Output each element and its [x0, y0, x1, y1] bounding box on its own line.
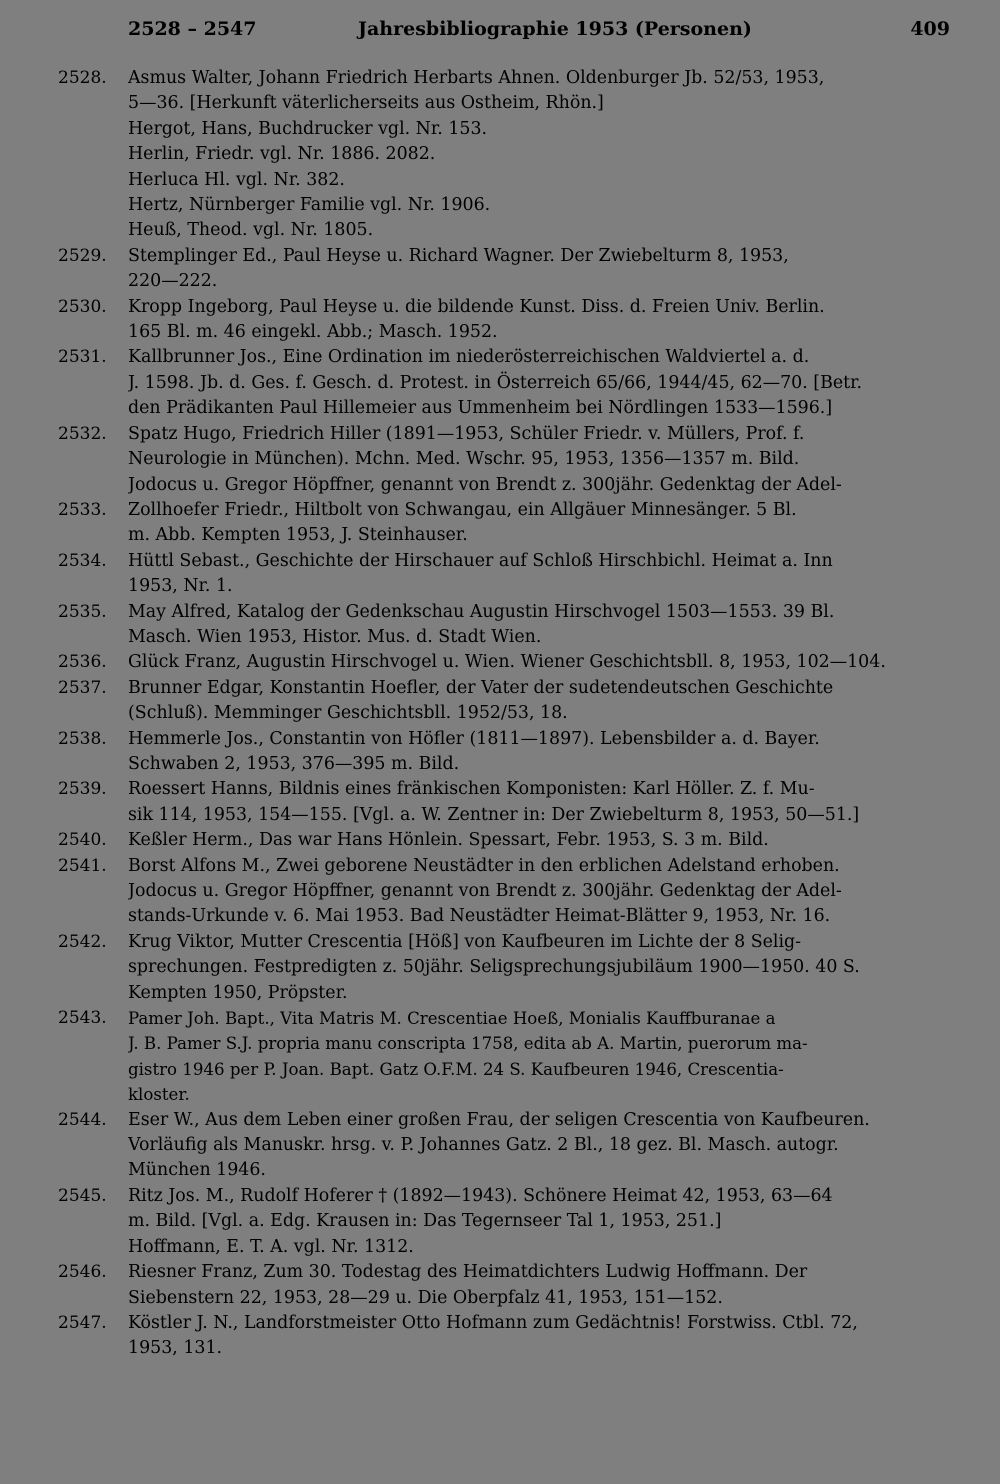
bibliography-entry	[58, 854, 950, 930]
entry-text	[128, 422, 950, 498]
entry-line: Neurologie in München). Mchn. Med. Wschr. 95, 1953, 1356—1357 m. Bild.	[128, 449, 800, 470]
entry-line: 5—36. [Herkunft väterlicherseits aus Ostheim, Rhön.]	[128, 93, 604, 114]
bibliography-entry	[58, 600, 950, 651]
entry-number: 2540.	[58, 830, 107, 851]
bibliography-entry	[58, 930, 950, 1006]
entry-line: Jodocus u. Gregor Höpffner, genannt von Brendt z. 300jähr. Gedenktag der Adel-	[128, 474, 842, 495]
entry-number: 2536.	[58, 652, 107, 673]
entry-line: Vorläufig als Manuskr. hrsg. v. P. Johannes Gatz. 2 Bl., 18 gez. Bl. Masch. autogr.	[128, 1135, 839, 1156]
entry-line: J. B. Pamer S.J. propria manu conscripta 1758, edita ab A. Martin, puerorum ma-	[128, 1034, 808, 1054]
bibliography-entry	[58, 1108, 950, 1184]
entry-line: stands-Urkunde v. 6. Mai 1953. Bad Neustädter Heimat-Blätter 9, 1953, Nr. 16.	[128, 906, 831, 927]
entry-number: 2534.	[58, 550, 107, 571]
entry-line: 1953, 131.	[128, 1338, 223, 1359]
entry-number: 2541.	[58, 855, 107, 876]
bibliography-entry	[58, 777, 950, 828]
bibliography-entry	[58, 66, 950, 117]
bibliography-entry	[58, 727, 950, 778]
bibliography-entry	[58, 650, 950, 675]
entry-line: Schwaben 2, 1953, 376—395 m. Bild.	[128, 753, 460, 774]
entry-line: Kallbrunner Jos., Eine Ordination im niederösterreichischen Waldviertel a. d.	[128, 347, 810, 368]
entry-line: Keßler Herm., Das war Hans Hönlein. Spessart, Febr. 1953, S. 3 m. Bild.	[128, 830, 769, 851]
entry-text	[128, 244, 950, 295]
entry-line: 165 Bl. m. 46 eingekl. Abb.; Masch. 1952.	[128, 322, 498, 343]
bibliography-entry	[58, 676, 950, 727]
entry-line: Krug Viktor, Mutter Crescentia [Höß] von Kaufbeuren im Lichte der 8 Selig-	[128, 931, 802, 952]
bibliography-entry	[58, 1311, 950, 1362]
bibliography-entry	[58, 828, 950, 853]
entry-line: 220—222.	[128, 271, 218, 292]
entry-line: Asmus Walter, Johann Friedrich Herbarts Ahnen. Oldenburger Jb. 52/53, 1953,	[128, 68, 825, 88]
entry-number: 2538.	[58, 728, 107, 749]
entry-line: Hoffmann, E. T. A. vgl. Nr. 1312.	[128, 1236, 414, 1257]
bibliography-entry	[58, 1260, 950, 1311]
bibliography-entry	[58, 549, 950, 600]
entry-number: 2542.	[58, 931, 107, 952]
entry-line: Pamer Joh. Bapt., Vita Matris M. Crescentiae Hoeß, Monialis Kauffburanae a	[128, 1009, 776, 1029]
entry-text	[128, 930, 950, 1006]
entry-line: Hüttl Sebast., Geschichte der Hirschauer auf Schloß Hirschbichl. Heimat a. Inn	[128, 550, 833, 571]
bibliography-entry	[58, 295, 950, 346]
entry-line: J. 1598. Jb. d. Ges. f. Gesch. d. Protest. in Österreich 65/66, 1944/45, 62—70. [Betr.	[128, 372, 863, 393]
entry-line: Hertz, Nürnberger Familie vgl. Nr. 1906.	[128, 195, 491, 216]
entry-text	[128, 1108, 950, 1184]
entry-text	[128, 600, 950, 651]
entry-line: Hemmerle Jos., Constantin von Höfler (1811—1897). Lebensbilder a. d. Bayer.	[128, 728, 820, 749]
entry-line: Kempten 1950, Pröpster.	[128, 982, 348, 1003]
entry-number: 2532.	[58, 423, 107, 444]
entry-text	[128, 727, 950, 778]
entry-number: 2547.	[58, 1312, 107, 1333]
entry-number: 2544.	[58, 1109, 107, 1130]
bibliography-entry	[58, 422, 950, 498]
bibliography-entry	[58, 1184, 950, 1260]
entry-text	[128, 117, 950, 244]
entry-number: 2530.	[58, 296, 107, 317]
entry-line: Siebenstern 22, 1953, 28—29 u. Die Oberpfalz 41, 1953, 151—152.	[128, 1287, 723, 1308]
entry-line: May Alfred, Katalog der Gedenkschau Augustin Hirschvogel 1503—1553. 39 Bl.	[128, 601, 835, 622]
entry-line: 1953, Nr. 1.	[128, 576, 233, 597]
entry-number: 2528.	[58, 68, 107, 88]
entry-line: Kropp Ingeborg, Paul Heyse u. die bildende Kunst. Diss. d. Freien Univ. Berlin.	[128, 296, 825, 317]
page-header	[128, 18, 950, 46]
entry-number: 2539.	[58, 779, 107, 800]
entry-line: sik 114, 1953, 154—155. [Vgl. a. W. Zentner in: Der Zwiebelturm 8, 1953, 50—51.]	[128, 804, 860, 825]
entry-number: 2537.	[58, 677, 107, 698]
running-title: Jahresbibliographie 1953 (Personen)	[358, 18, 752, 40]
entry-line: Masch. Wien 1953, Histor. Mus. d. Stadt Wien.	[128, 626, 542, 647]
entry-line: Jodocus u. Gregor Höpffner, genannt von Brendt z. 300jähr. Gedenktag der Adel-	[128, 881, 842, 901]
bibliography-list	[58, 66, 950, 1362]
entry-number: 2546.	[58, 1262, 107, 1283]
entry-line: Hergot, Hans, Buchdrucker vgl. Nr. 153.	[128, 118, 488, 139]
entry-line: Herluca Hl. vgl. Nr. 382.	[128, 169, 345, 190]
entry-range: 2528 – 2547	[128, 18, 257, 40]
entry-line: Stemplinger Ed., Paul Heyse u. Richard Wagner. Der Zwiebelturm 8, 1953,	[128, 245, 789, 266]
entry-text	[128, 295, 950, 346]
entry-line: München 1946.	[128, 1160, 266, 1181]
entry-line: m. Abb. Kempten 1953, J. Steinhauser.	[128, 525, 468, 546]
entry-text	[128, 66, 950, 117]
entry-line: Ritz Jos. M., Rudolf Hoferer † (1892—1943). Schönere Heimat 42, 1953, 63—64	[128, 1185, 833, 1206]
entry-number: 2531.	[58, 347, 107, 368]
entry-text	[128, 650, 950, 675]
entry-line: Spatz Hugo, Friedrich Hiller (1891—1953, Schüler Friedr. v. Müllers, Prof. f.	[128, 423, 805, 444]
entry-text	[128, 854, 950, 930]
entry-line: sprechungen. Festpredigten z. 50jähr. Seligsprechungsjubiläum 1900—1950. 40 S.	[128, 957, 860, 978]
entry-line: Heuß, Theod. vgl. Nr. 1805.	[128, 220, 374, 241]
bibliography-entry	[58, 498, 950, 549]
entry-line: Herlin, Friedr. vgl. Nr. 1886. 2082.	[128, 144, 436, 165]
entry-text	[128, 345, 950, 421]
entry-number: 2529.	[58, 245, 107, 266]
entry-line: Eser W., Aus dem Leben einer großen Frau, der seligen Crescentia von Kaufbeuren.	[128, 1109, 870, 1130]
entry-line: kloster.	[128, 1085, 190, 1105]
entry-line: Brunner Edgar, Konstantin Hoefler, der Vater der sudetendeutschen Geschichte	[128, 677, 834, 698]
entry-line: Zollhoefer Friedr., Hiltbolt von Schwangau, ein Allgäuer Minnesänger. 5 Bl.	[128, 499, 797, 520]
entry-text	[128, 549, 950, 600]
entry-text	[128, 1006, 950, 1108]
entry-text	[128, 1260, 950, 1311]
entry-line: Köstler J. N., Landforstmeister Otto Hofmann zum Gedächtnis! Forstwiss. Ctbl. 72,	[128, 1312, 858, 1333]
bibliography-entry	[58, 345, 950, 421]
bibliography-entry	[58, 1006, 950, 1108]
cross-reference-group	[58, 117, 950, 244]
entry-number: 2543.	[58, 1008, 107, 1029]
entry-line: Riesner Franz, Zum 30. Todestag des Heimatdichters Ludwig Hoffmann. Der	[128, 1262, 808, 1283]
entry-line: gistro 1946 per P. Joan. Bapt. Gatz O.F.M. 24 S. Kaufbeuren 1946, Crescentia-	[128, 1059, 784, 1079]
entry-text	[128, 828, 950, 853]
bibliography-entry	[58, 244, 950, 295]
entry-text	[128, 676, 950, 727]
entry-line: Borst Alfons M., Zwei geborene Neustädter in den erblichen Adelstand erhoben.	[128, 855, 840, 876]
entry-line: den Prädikanten Paul Hillemeier aus Ummenheim bei Nördlingen 1533—1596.]	[128, 398, 833, 419]
entry-text	[128, 498, 950, 549]
entry-line: Glück Franz, Augustin Hirschvogel u. Wien. Wiener Geschichtsbll. 8, 1953, 102—104.	[128, 652, 886, 673]
entry-number	[58, 117, 128, 244]
entry-line: (Schluß). Memminger Geschichtsbll. 1952/53, 18.	[128, 703, 568, 724]
entry-line: Roessert Hanns, Bildnis eines fränkischen Komponisten: Karl Höller. Z. f. Mu-	[128, 779, 815, 800]
entry-text	[128, 1184, 950, 1260]
entry-number: 2535.	[58, 601, 107, 622]
entry-line: m. Bild. [Vgl. a. Edg. Krausen in: Das Tegernseer Tal 1, 1953, 251.]	[128, 1211, 722, 1232]
entry-number: 2533.	[58, 499, 107, 520]
page-number: 409	[910, 18, 950, 40]
entry-text	[128, 1311, 950, 1362]
entry-number: 2545.	[58, 1185, 107, 1206]
entry-text	[128, 777, 950, 828]
